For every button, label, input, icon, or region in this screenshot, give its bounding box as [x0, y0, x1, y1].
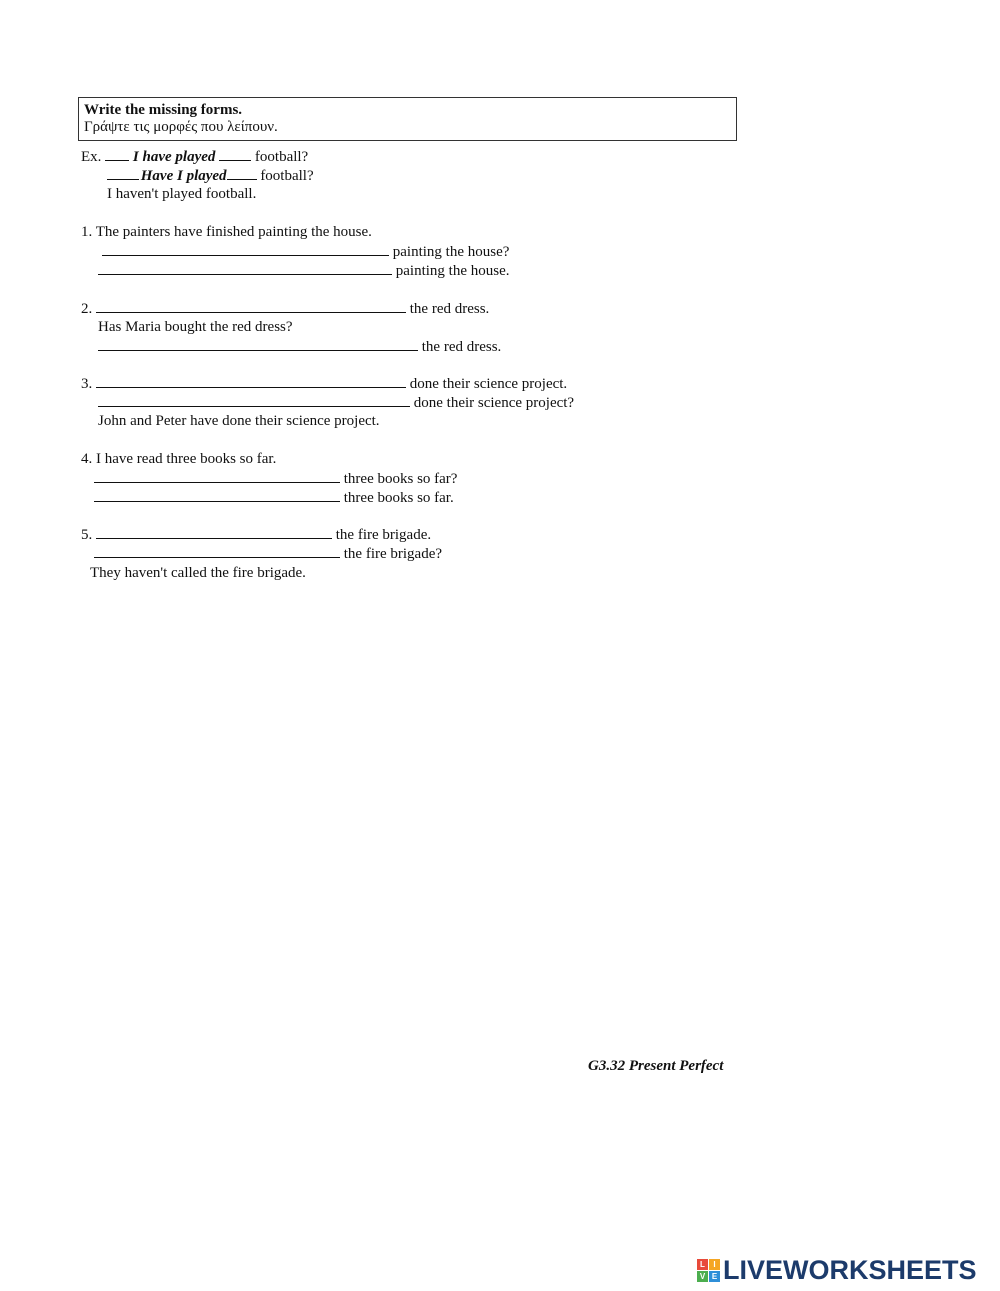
exercise-3-line-1: [81, 374, 567, 393]
exercise-2-line-3: [98, 337, 501, 356]
logo-wordmark: LIVEWORKSHEETS: [723, 1254, 977, 1285]
sentence-end: the fire brigade.: [335, 527, 432, 543]
exercise-2-line-1: [81, 299, 489, 318]
answer-blank[interactable]: [98, 393, 410, 407]
logo-mark-icon: [697, 1259, 720, 1282]
exercise-number: 1.: [81, 224, 93, 240]
logo-letter: I: [709, 1259, 720, 1270]
sentence-end: the red dress.: [409, 301, 490, 317]
instruction-subtitle: Γράψτε τις μορφές που λείπουν.: [84, 119, 278, 135]
liveworksheets-logo: [697, 1255, 977, 1285]
example-end-1: football?: [254, 149, 309, 165]
instruction-title: Write the missing forms.: [84, 102, 243, 118]
sentence-end: painting the house.: [395, 263, 510, 279]
exercise-5-line-1: [81, 525, 431, 544]
logo-letter: V: [697, 1271, 708, 1282]
example-answer-1: I have played: [132, 149, 216, 165]
exercise-number: 3.: [81, 376, 93, 392]
example-label: Ex.: [81, 149, 102, 165]
blank: [105, 147, 129, 161]
answer-blank[interactable]: [96, 374, 406, 388]
answer-blank[interactable]: [94, 488, 340, 502]
example-answer-2: Have I played: [140, 168, 227, 184]
example-line-1: [81, 147, 308, 166]
example-line-2: [107, 166, 314, 185]
exercise-2-given: Has Maria bought the red dress?: [98, 319, 293, 335]
sentence-end: done their science project?: [413, 395, 575, 411]
exercise-number: 5.: [81, 527, 93, 543]
worksheet-code: G3.32 Present Perfect: [588, 1058, 724, 1074]
exercise-1-line-3: [98, 261, 509, 280]
exercise-4-line-3: [94, 488, 454, 507]
instruction-box: [78, 97, 737, 141]
exercise-3-given: John and Peter have done their science project.: [98, 413, 380, 429]
given-sentence: The painters have finished painting the house.: [95, 224, 372, 240]
answer-blank[interactable]: [98, 261, 392, 275]
blank: [107, 166, 139, 180]
answer-blank[interactable]: [98, 337, 418, 351]
answer-blank[interactable]: [102, 242, 389, 256]
logo-letter: E: [709, 1271, 720, 1282]
example-end-2: football?: [260, 168, 314, 184]
given-sentence: I have read three books so far.: [96, 451, 277, 467]
logo-letter: L: [697, 1259, 708, 1270]
blank: [219, 147, 251, 161]
sentence-end: done their science project.: [409, 376, 568, 392]
example-line-3: I haven't played football.: [107, 186, 257, 202]
blank: [227, 166, 257, 180]
answer-blank[interactable]: [96, 299, 406, 313]
exercise-4-given: [81, 450, 276, 468]
exercise-number: 2.: [81, 301, 93, 317]
sentence-end: three books so far?: [343, 471, 458, 487]
exercise-4-line-2: [94, 469, 457, 488]
answer-blank[interactable]: [94, 469, 340, 483]
exercise-5-line-2: [94, 544, 442, 563]
answer-blank[interactable]: [96, 525, 332, 539]
sentence-end: the red dress.: [421, 339, 502, 355]
answer-blank[interactable]: [94, 544, 340, 558]
exercise-5-given: They haven't called the fire brigade.: [90, 565, 306, 581]
exercise-1-given: [81, 223, 372, 241]
sentence-end: three books so far.: [343, 490, 454, 506]
exercise-3-line-2: [98, 393, 574, 412]
sentence-end: painting the house?: [392, 244, 510, 260]
exercise-1-line-2: [102, 242, 509, 261]
exercise-number: 4.: [81, 451, 93, 467]
sentence-end: the fire brigade?: [343, 546, 443, 562]
